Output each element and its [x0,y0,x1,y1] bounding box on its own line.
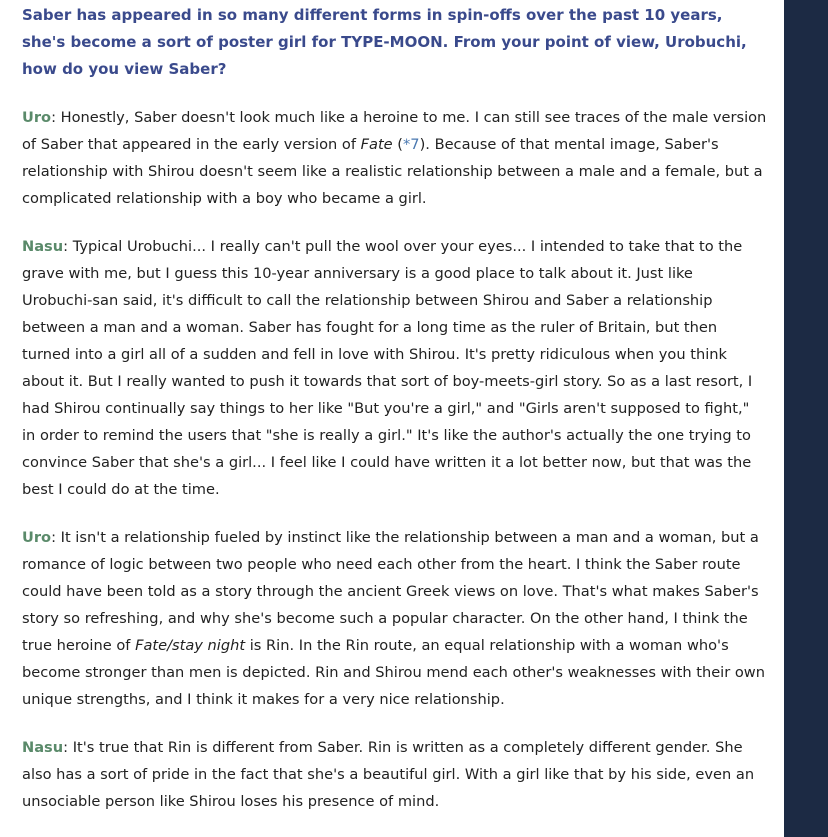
answer-paragraph [22,104,767,212]
speaker-name: Nasu [22,238,64,255]
answer-text: Typical Urobuchi... I really can't pull the wool over your eyes... I intended to take that to the grave with me, but I guess this 10-year anniversary is a good place to talk about it. Just like Urobuchi-san said, it's difficult to call the relationship between Shirou and Saber a relationship between a man and a woman. Saber has fought for a long time as the ruler of Britain, but then turned into a girl all of a sudden and fell in love with Shirou. It's pretty ridiculous when you think about it. But I really wanted to push it towards that sort of boy-meets-girl story. So as a last resort, I had Shirou continually say things to her like "But you're a girl," and "Girls aren't supposed to fight," in order to remind the users that "she is really a girl." It's like the author's actually the one trying to convince Saber that she's a girl... I feel like I could have written it a lot better now, but that was the best I could do at the time. [22,238,753,498]
speaker-separator: : [51,529,61,546]
answer-text: ( [392,136,403,153]
answer-paragraph [22,734,767,815]
answer-text: is Rin. In the Rin route, an equal relationship with a woman who's become stronger than men is depicted. Rin and Shirou mend each other's weaknesses with their own unique strengths, and I think it makes for a very nice relationship. [22,637,765,708]
interview-content [22,2,767,836]
title-italic: Fate [360,136,393,153]
speaker-separator: : [51,109,61,126]
answer-text: Honestly, Saber doesn't look much like a heroine to me. I can still see traces of the male version of Saber that appeared in the early version of [22,109,767,153]
title-italic: Fate/stay night [135,637,246,654]
speaker-name: Uro [22,109,52,126]
speaker-separator: : [63,238,73,255]
answer-text: ). Because of that mental image, Saber's relationship with Shirou doesn't seem like a realistic relationship between a male and a female, but a complicated relationship with a boy who became a girl. [22,136,763,207]
answer-text: It isn't a relationship fueled by instinct like the relationship between a man and a woman, but a romance of logic between two people who need each other from the heart. I think the Saber route could have been told as a story through the ancient Greek views on love. That's what makes Saber's story so refreshing, and why she's become such a popular character. On the other hand, I think the true heroine of [22,529,759,654]
answer-paragraph [22,233,767,503]
footnote-link[interactable]: *7 [403,136,420,153]
interview-question: Saber has appeared in so many different forms in spin-offs over the past 10 years, she's become a sort of poster girl for TYPE-MOON. From your point of view, Urobuchi, how do you view Saber? [22,6,747,78]
speaker-name: Uro [22,529,52,546]
speaker-name: Nasu [22,739,64,756]
page-side-margin [784,0,828,837]
answer-paragraph [22,524,767,713]
speaker-separator: : [63,739,73,756]
answer-text: It's true that Rin is different from Saber. Rin is written as a completely different gender. She also has a sort of pride in the fact that she's a beautiful girl. With a girl like that by his side, even an unsociable person like Shirou loses his presence of mind. [22,739,755,810]
